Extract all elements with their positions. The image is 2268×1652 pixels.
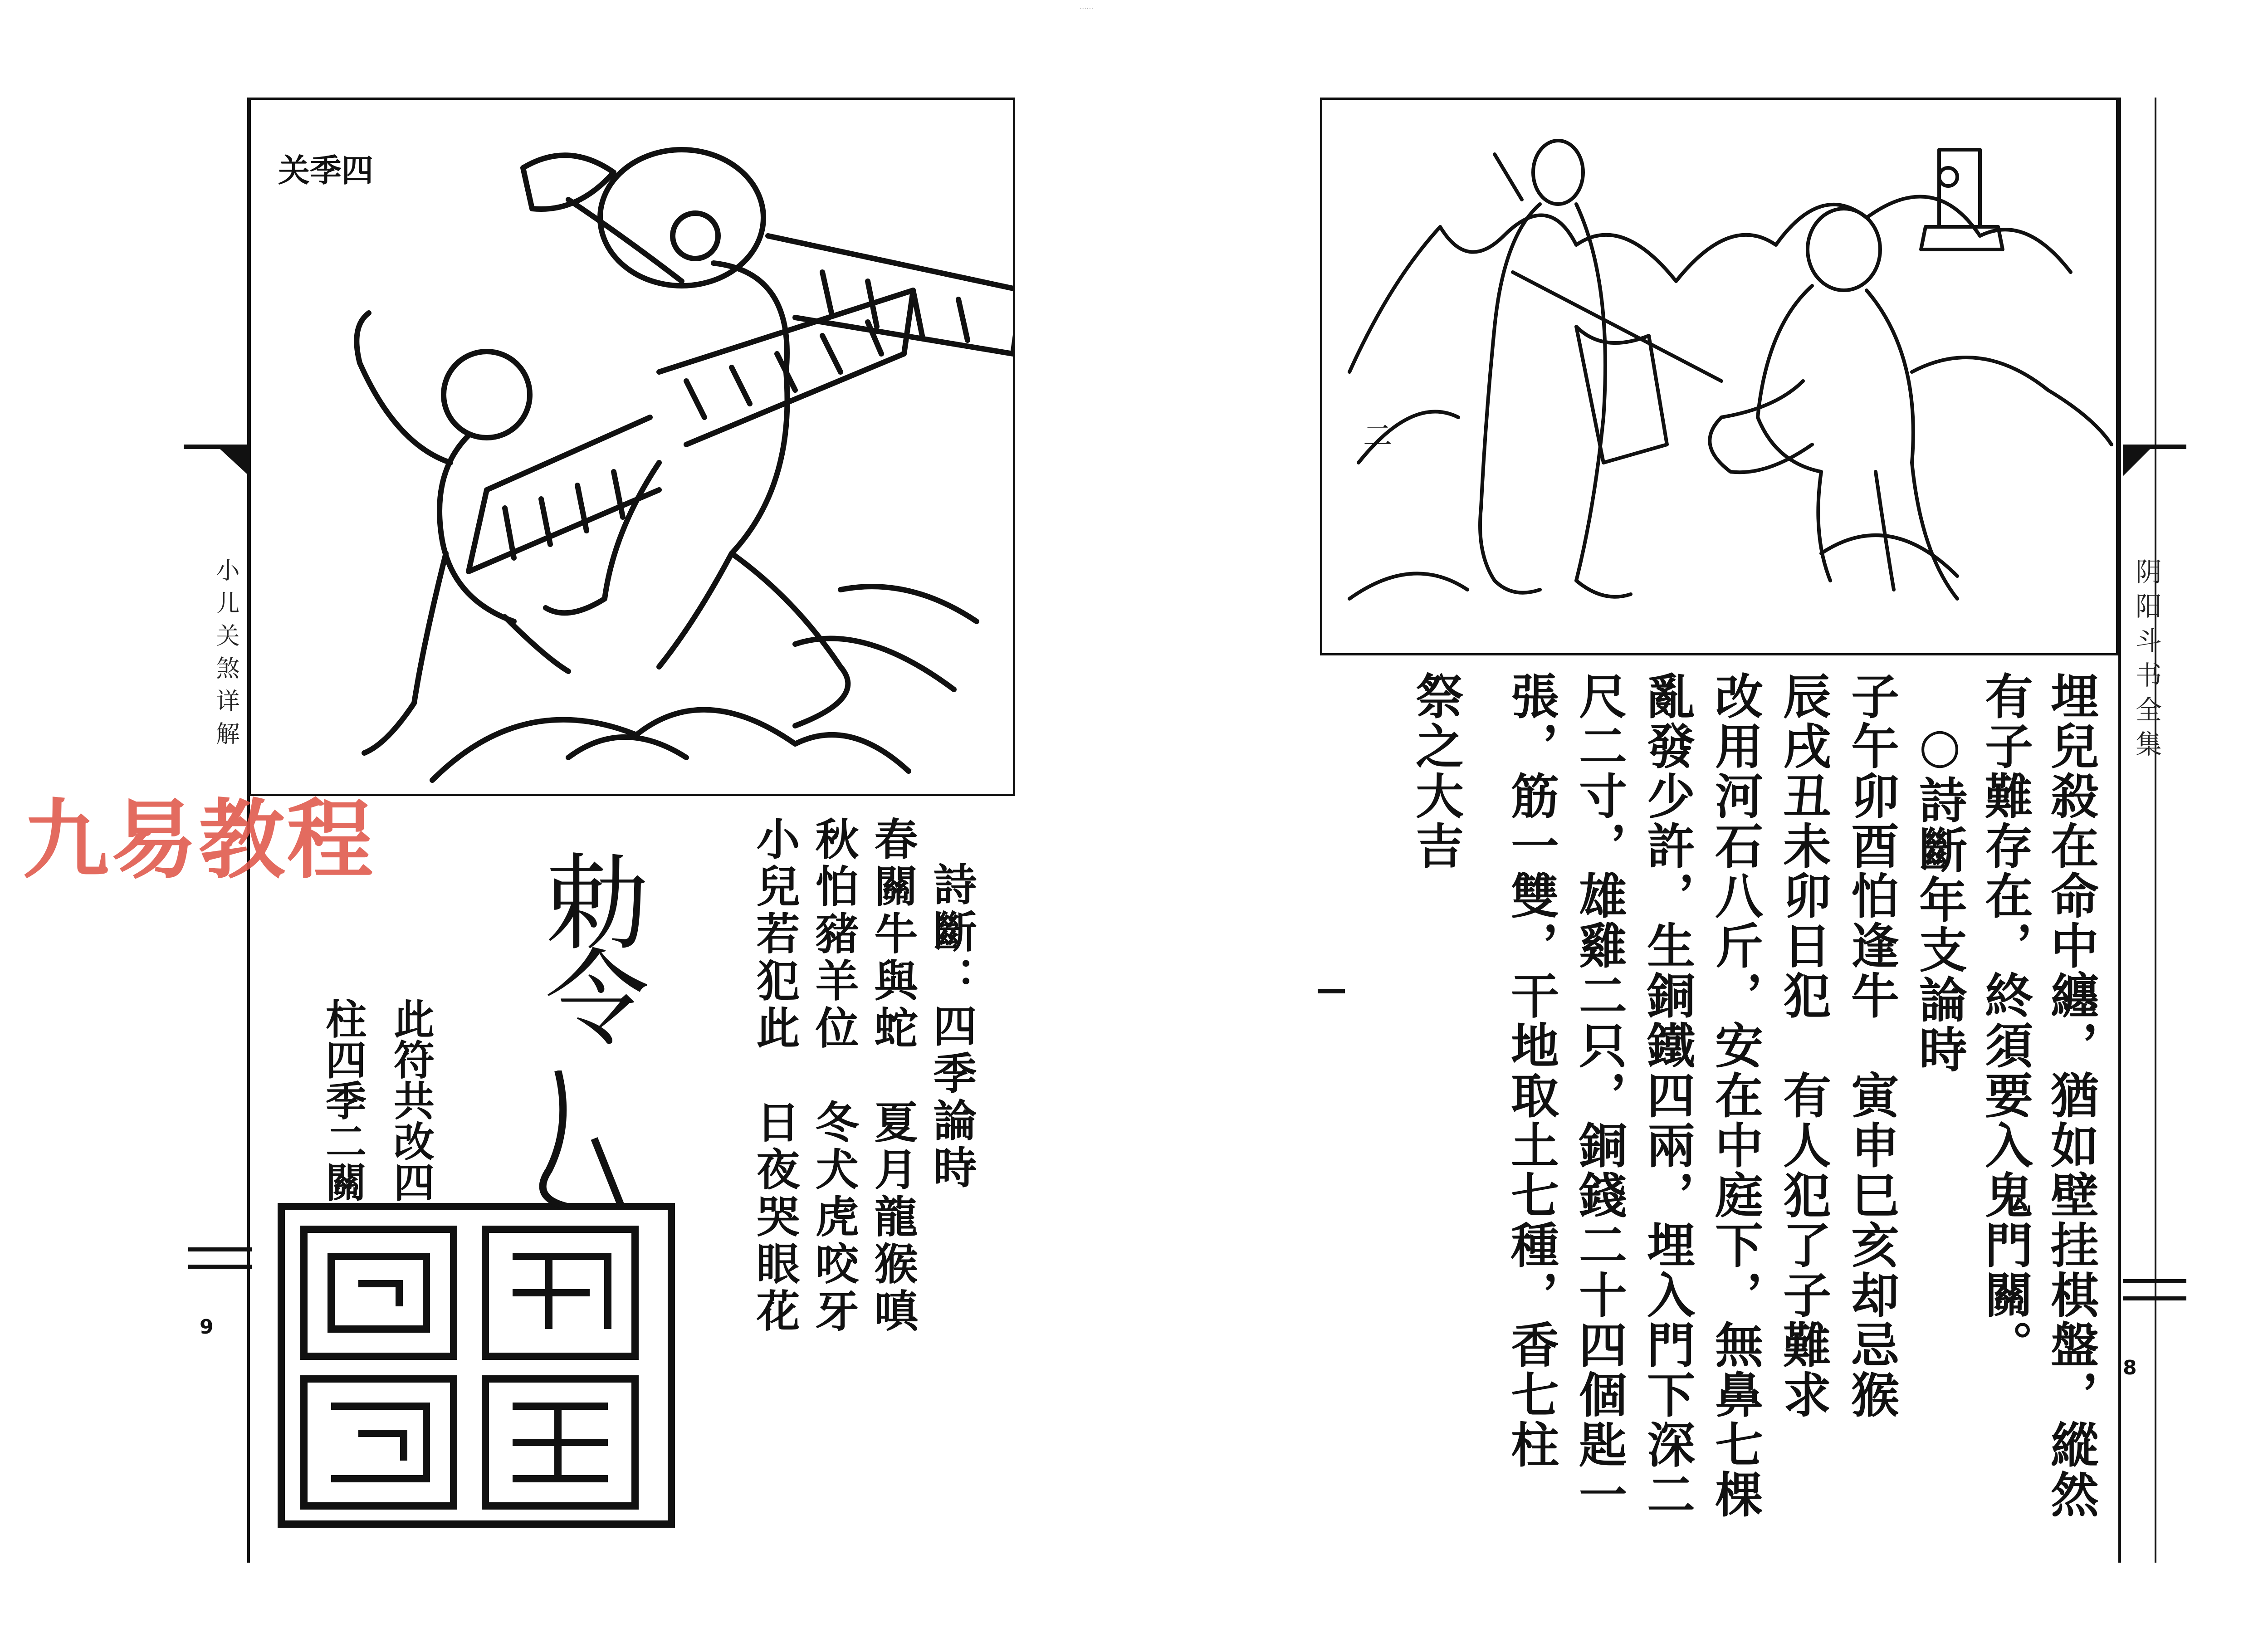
left-poem-line-3: 秋怕豬羊位 冬犬虎咬牙: [808, 816, 860, 1335]
right-illustration-caption: 二: [1363, 420, 1392, 453]
right-scene-drawing: [1322, 100, 2116, 653]
right-text-line-7: 亂發少許，生銅鐵四兩，埋入門下深二: [1639, 671, 1696, 1520]
watermark: 九易教程: [23, 790, 375, 890]
right-page-tick: [1318, 989, 1345, 993]
left-page-number: 9: [200, 1315, 214, 1339]
left-illustration: [249, 98, 1015, 796]
right-text-line-2: 有子難存在，終須要入鬼門關。: [1977, 671, 2034, 1370]
right-page-border: [2118, 98, 2121, 1563]
left-poem-line-1: 詩斷：四季論時: [926, 862, 978, 1192]
talisman-note-line-2: 柱四季二關: [318, 998, 367, 1202]
left-fold-marker-top: [184, 435, 252, 481]
right-fold-marker-top: [2123, 435, 2186, 481]
left-scene-drawing: [251, 100, 1013, 794]
right-text-line-4: 子午卯酉怕逢牛 寅申巳亥却忌猴: [1843, 671, 1900, 1420]
right-text-line-6: 改用河石八斤，安在中庭下，無鼻七棵: [1707, 671, 1764, 1520]
talisman-heading: 勅令: [527, 848, 648, 1039]
right-text-line-9: 張，筋一雙，干地取土七種，香七柱: [1503, 671, 1560, 1470]
left-poem-line-4: 小兒若犯此 日夜哭眼花: [749, 816, 801, 1335]
header-note: ......: [1080, 2, 1094, 10]
right-illustration: [1320, 98, 2118, 655]
right-page-number: 8: [2123, 1356, 2137, 1379]
left-illustration-caption: 四季关: [278, 152, 373, 189]
right-fold-marker-bottom: [2123, 1275, 2186, 1311]
talisman-note-line-1: 此符共改四: [386, 998, 435, 1202]
right-text-line-8: 尺二寸，雄雞二只，銅錢二十四個匙一: [1571, 671, 1628, 1520]
left-fold-marker-bottom: [188, 1243, 252, 1279]
right-running-title: 阴阳斗书全集: [2131, 558, 2162, 765]
right-text-line-3: ○詩斷年支論時: [1911, 717, 1968, 1075]
right-text-line-10: 祭之大吉: [1408, 671, 1465, 871]
left-poem-line-2: 春關牛與蛇 夏月龍猴嗔: [867, 816, 919, 1335]
left-running-title: 小儿关煞详解: [212, 558, 239, 754]
right-page-outer-border: [2155, 98, 2156, 1563]
right-text-line-1: 埋兒殺在命中纏，猶如壁挂棋盤，縱然: [2043, 671, 2100, 1520]
right-text-line-5: 辰戌丑未卯日犯 有人犯了子難求: [1775, 671, 1832, 1420]
